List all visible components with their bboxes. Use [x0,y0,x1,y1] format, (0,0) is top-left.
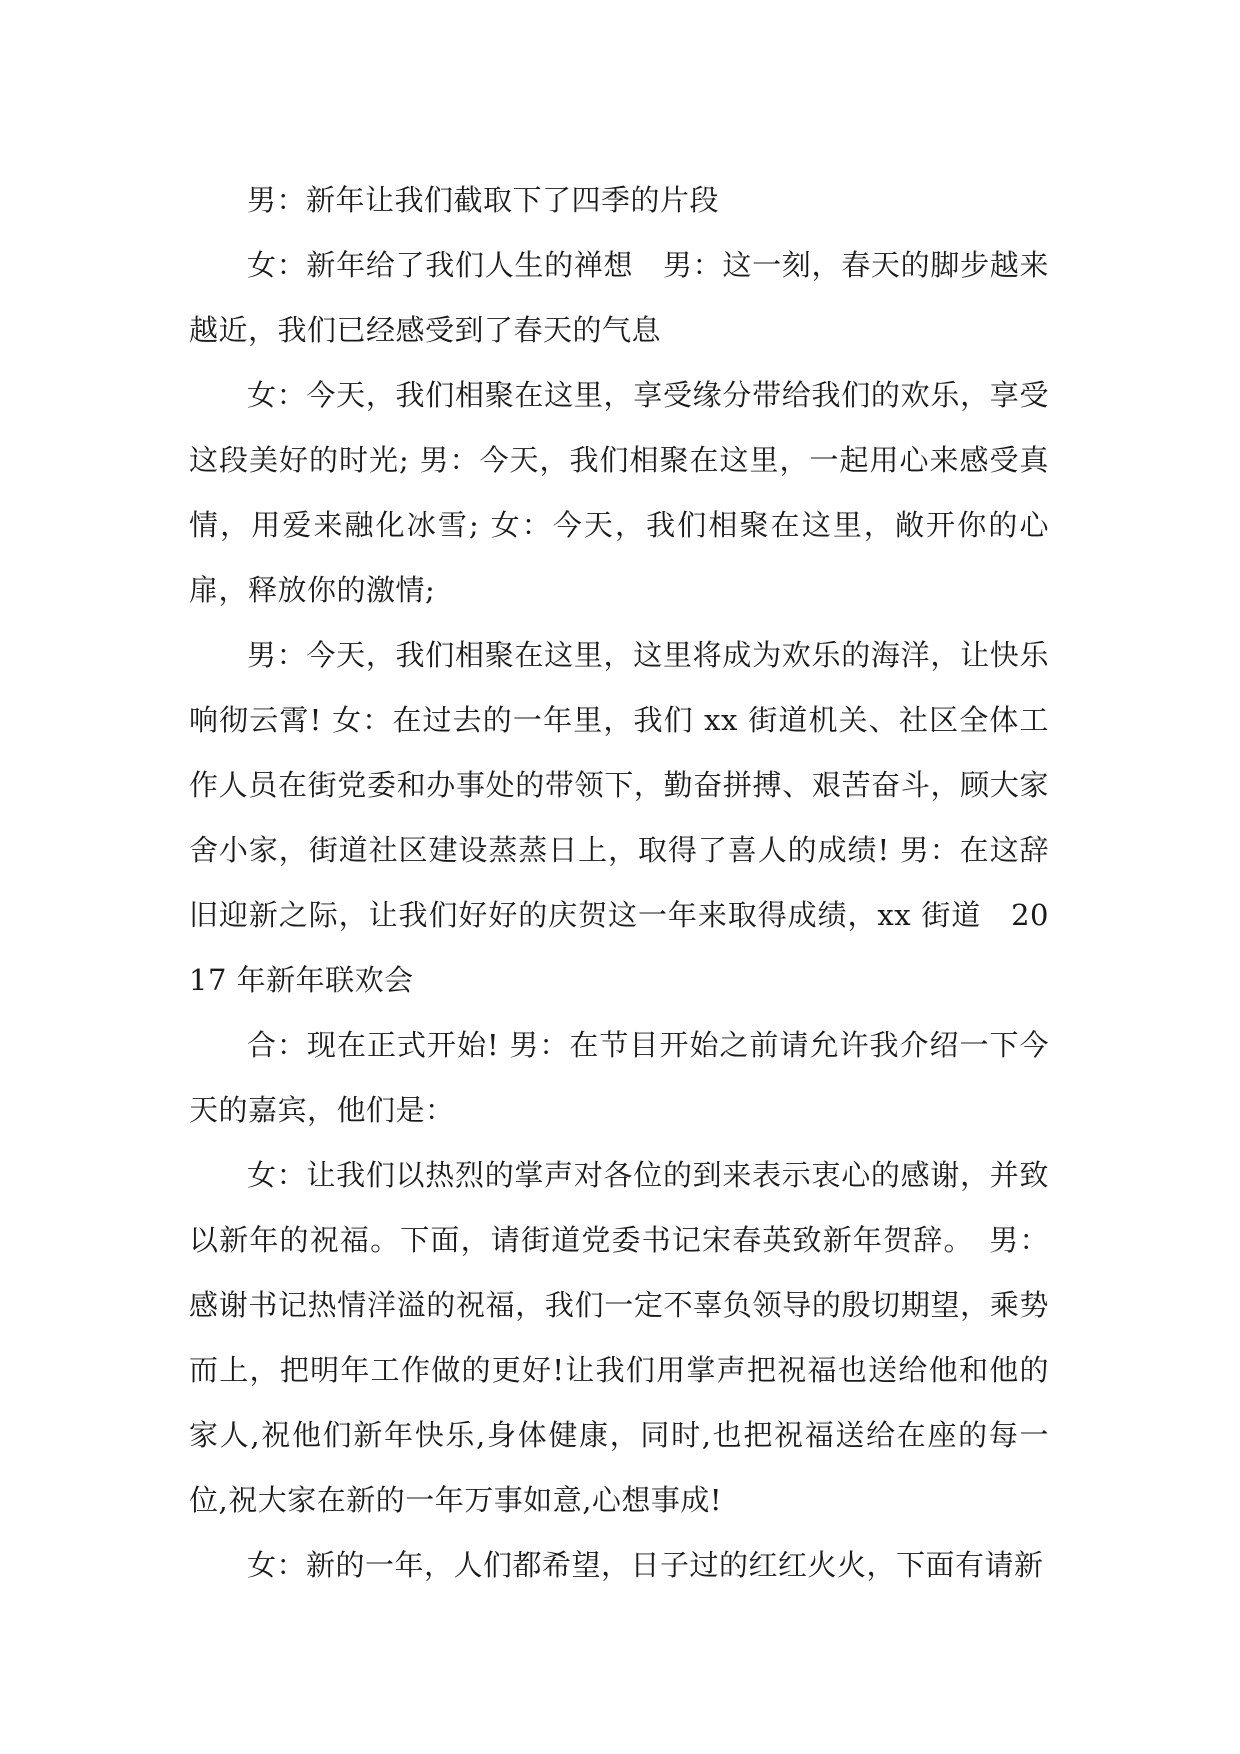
paragraph: 男：今天，我们相聚在这里，这里将成为欢乐的海洋，让快乐响彻云霄! 女：在过去的一年里，我们 xx 街道机关、社区全体工作人员在街党委和办事处的带领下，勤奋拼搏、艰苦奋斗，顾大家舍小家，街道社区建设蒸蒸日上，取得了喜人的成绩! 男：在这辞旧迎新之际，让我们好好的庆贺这一年来取得成绩，xx 街道 2017 年新年联欢会 [189,638,1049,997]
paragraph: 男：新年让我们截取下了四季的片段 [247,183,720,217]
paragraph: 女：新的一年，人们都希望，日子过的红红火火，下面有请新 [247,1548,1044,1582]
paragraph: 女：让我们以热烈的掌声对各位的到来表示衷心的感谢，并致以新年的祝福。下面，请街道党委书记宋春英致新年贺辞。 男：感谢书记热情洋溢的祝福，我们一定不辜负领导的殷切期望，乘势而上，把明年工作做的更好!让我们用掌声把祝福也送给他和他的家人,祝他们新年快乐,身体健康，同时,也把祝福送给在座的每一位,祝大家在新的一年万事如意,心想事成! [189,1158,1049,1517]
paragraph: 合：现在正式开始! 男：在节目开始之前请允许我介绍一下今天的嘉宾，他们是： [189,1028,1049,1127]
document-body [189,168,1049,1598]
paragraph: 女：新年给了我们人生的禅想 男：这一刻，春天的脚步越来越近，我们已经感受到了春天的气息 [189,248,1049,347]
paragraph: 女：今天，我们相聚在这里，享受缘分带给我们的欢乐，享受这段美好的时光; 男：今天，我们相聚在这里，一起用心来感受真情，用爱来融化冰雪; 女：今天，我们相聚在这里，敞开你的心扉，释放你的激情; [189,378,1049,607]
